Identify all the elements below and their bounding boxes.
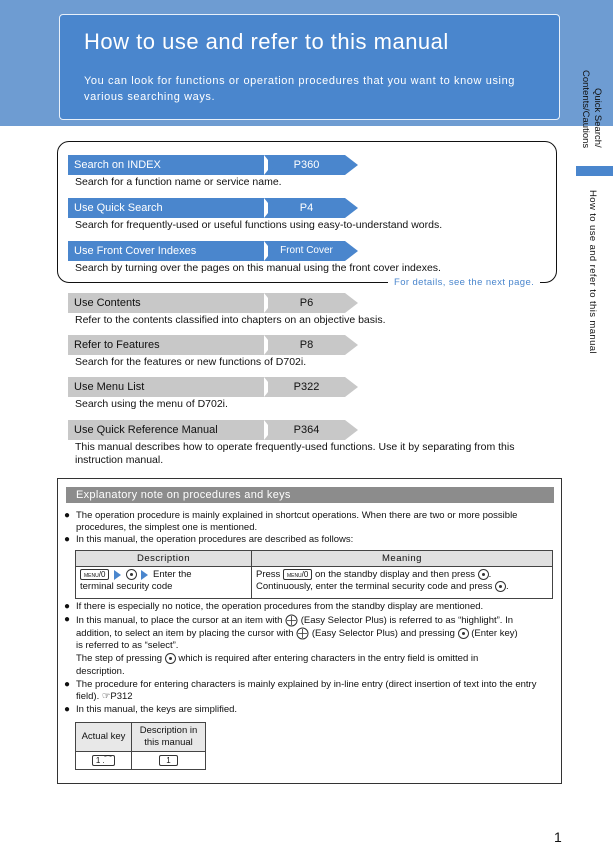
entry-label: Refer to Features bbox=[68, 335, 268, 355]
entry-arrow-tip bbox=[345, 335, 358, 355]
table-cell-meaning bbox=[252, 567, 553, 599]
note-text-part: which is required after entering characters in the entry field is omitted in bbox=[178, 653, 479, 665]
entry-notch-fill bbox=[268, 420, 275, 440]
entry-notch-fill bbox=[268, 335, 275, 355]
entry-notch-fill bbox=[268, 198, 275, 218]
entry-quick-search[interactable] bbox=[68, 198, 358, 218]
details-note: For details, see the next page. bbox=[388, 277, 540, 288]
page-title: How to use and refer to this manual bbox=[84, 29, 449, 54]
header-box bbox=[59, 14, 560, 120]
enter-key-icon bbox=[165, 653, 176, 664]
meaning-text: Press bbox=[256, 569, 281, 581]
menu-key-icon: MENU/0 bbox=[80, 569, 109, 580]
explanatory-note-box bbox=[57, 478, 562, 784]
note-text bbox=[76, 653, 554, 665]
entry-label: Use Menu List bbox=[68, 377, 268, 397]
arrow-right-icon bbox=[141, 570, 148, 580]
entry-label: Search on INDEX bbox=[68, 155, 268, 175]
description-key-cell bbox=[132, 752, 206, 770]
page-subtitle: You can look for functions or operation procedures that you want to know using various searching ways. bbox=[84, 75, 516, 103]
bullet-item: ● If there is especially no notice, the operation procedures from the standby display are mentioned. bbox=[64, 601, 554, 613]
meaning-text: . bbox=[488, 569, 492, 581]
bullet-text: (Enter key) bbox=[471, 628, 518, 640]
table-header: Description bbox=[76, 551, 252, 567]
description-meaning-table bbox=[75, 550, 553, 599]
bullet-item: ● The operation procedure is mainly explained in shortcut operations. When there are two or more possible procedures, the simplest one is mentioned. bbox=[64, 510, 554, 534]
reference-hand-icon: ☞ bbox=[101, 691, 111, 702]
page-reference[interactable]: P312 bbox=[110, 691, 133, 702]
entry-notch-fill bbox=[268, 155, 275, 175]
entry-arrow-tip bbox=[345, 241, 358, 261]
desc-text: Enter the bbox=[152, 569, 192, 581]
entry-desc: Refer to the contents classified into chapters on an objective basis. bbox=[75, 314, 386, 326]
entry-desc: This manual describes how to operate frequently-used functions. Use it by separating from this instruction manual. bbox=[75, 441, 515, 466]
entry-front-cover[interactable] bbox=[68, 241, 358, 261]
entry-arrow-tip bbox=[345, 420, 358, 440]
meaning-text: Continuously, enter the terminal security code and press bbox=[256, 581, 493, 593]
enter-key-icon bbox=[478, 569, 489, 580]
entry-label: Use Quick Reference Manual bbox=[68, 420, 268, 440]
bullet-text: addition, to select an item by placing the cursor with bbox=[76, 628, 294, 640]
actual-key-cell bbox=[76, 752, 132, 770]
enter-key-icon bbox=[458, 628, 469, 639]
entry-label: Use Front Cover Indexes bbox=[68, 241, 268, 261]
table-header: Description in this manual bbox=[132, 723, 206, 752]
bullet-item-highlight bbox=[64, 614, 554, 627]
enter-key-icon bbox=[126, 569, 137, 580]
entry-desc: Search by turning over the pages on this manual using the front cover indexes. bbox=[75, 262, 441, 274]
keys-table bbox=[75, 722, 206, 770]
bullet-continuation bbox=[76, 627, 554, 640]
entry-page: Front Cover bbox=[268, 241, 345, 261]
side-tab-label-line2: Contents/Cautions bbox=[580, 70, 591, 149]
meaning-text: . bbox=[506, 581, 509, 593]
page-number: 1 bbox=[554, 829, 562, 845]
entry-label: Use Contents bbox=[68, 293, 268, 313]
entry-page: P364 bbox=[268, 420, 345, 440]
entry-contents[interactable] bbox=[68, 293, 358, 313]
arrow-right-icon bbox=[114, 570, 121, 580]
side-tab-quick-search[interactable] bbox=[592, 88, 603, 148]
note-text: description. bbox=[76, 666, 125, 677]
entry-arrow-tip bbox=[345, 155, 358, 175]
meaning-text: on the standby display and then press bbox=[314, 569, 476, 581]
explanatory-heading: Explanatory note on procedures and keys bbox=[66, 487, 554, 503]
entry-page: P4 bbox=[268, 198, 345, 218]
entry-index[interactable] bbox=[68, 155, 358, 175]
entry-page: P8 bbox=[268, 335, 345, 355]
entry-notch-fill bbox=[268, 241, 275, 261]
table-cell-description bbox=[76, 567, 252, 599]
key-1-icon: 1 bbox=[159, 755, 177, 766]
entry-menu-list[interactable] bbox=[68, 377, 358, 397]
bullet-item: ● In this manual, the keys are simplified. bbox=[64, 704, 554, 716]
entry-page: P360 bbox=[268, 155, 345, 175]
bullet-text: (Easy Selector Plus) is referred to as “highlight”. In bbox=[300, 615, 514, 627]
entry-desc: Search for the features or new functions of D702i. bbox=[75, 356, 307, 368]
desc-text: terminal security code bbox=[80, 581, 173, 593]
bullet-text: (Easy Selector Plus) and pressing bbox=[311, 628, 455, 640]
entry-notch-fill bbox=[268, 377, 275, 397]
bullet-continuation: is referred to as “select”. bbox=[76, 640, 179, 651]
entry-arrow-tip bbox=[345, 293, 358, 313]
table-header: Actual key bbox=[76, 723, 132, 752]
side-tab-contents[interactable] bbox=[580, 70, 591, 148]
entry-label: Use Quick Search bbox=[68, 198, 268, 218]
entry-page: P6 bbox=[268, 293, 345, 313]
side-tab-active-marker bbox=[576, 166, 613, 176]
easy-selector-icon bbox=[296, 627, 309, 640]
entry-arrow-tip bbox=[345, 377, 358, 397]
bullet-item bbox=[64, 679, 554, 703]
bullet-item: ● In this manual, the operation procedures are described as follows: bbox=[64, 534, 554, 546]
bullet-text: The procedure for entering characters is mainly explained by in-line entry (direct insertion of text into the entry field). bbox=[76, 679, 537, 702]
note-text-part: The step of pressing bbox=[76, 653, 163, 665]
table-header: Meaning bbox=[252, 551, 553, 567]
easy-selector-icon bbox=[285, 614, 298, 627]
entry-arrow-tip bbox=[345, 198, 358, 218]
enter-key-icon bbox=[495, 581, 506, 592]
key-1-actual-icon: 1 .⁀ bbox=[92, 755, 115, 766]
entry-notch-fill bbox=[268, 293, 275, 313]
menu-key-icon: MENU/0 bbox=[283, 569, 312, 580]
side-tab-label: How to use and refer to this manual bbox=[587, 190, 598, 354]
bullet-text: In this manual, to place the cursor at an item with bbox=[76, 615, 283, 627]
entry-features[interactable] bbox=[68, 335, 358, 355]
entry-desc: Search using the menu of D702i. bbox=[75, 398, 228, 410]
entry-desc: Search for frequently-used or useful functions using easy-to-understand words. bbox=[75, 219, 443, 231]
entry-desc: Search for a function name or service name. bbox=[75, 176, 282, 188]
entry-page: P322 bbox=[268, 377, 345, 397]
entry-quick-reference[interactable] bbox=[68, 420, 358, 440]
side-tab-how-to-use[interactable] bbox=[587, 190, 598, 354]
side-tab-label-line1: Quick Search/ bbox=[592, 88, 603, 148]
